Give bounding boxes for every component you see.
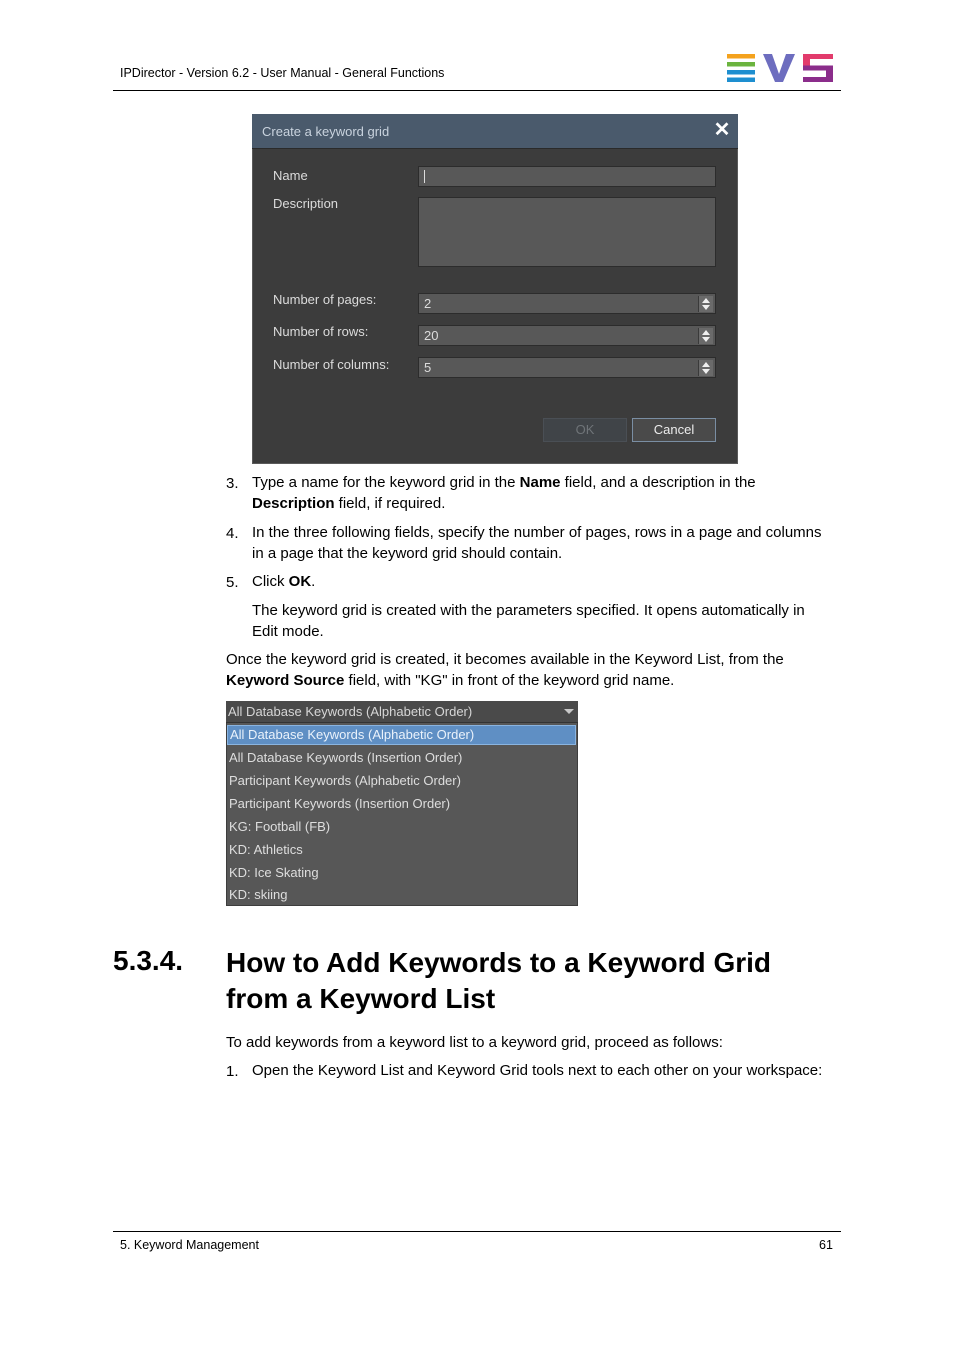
description-label: Description <box>273 196 339 211</box>
columns-spin-control[interactable] <box>698 360 713 376</box>
pages-spin-control[interactable] <box>698 296 713 312</box>
step-4-text <box>252 523 842 564</box>
columns-value: 5 <box>424 360 432 375</box>
columns-label: Number of columns: <box>273 357 390 372</box>
name-input[interactable] <box>418 166 716 187</box>
cancel-button[interactable]: Cancel <box>632 418 716 442</box>
section-title-line-2: from a Keyword List <box>226 983 496 1014</box>
ok-button[interactable]: OK <box>543 418 627 442</box>
name-field-ref: Name <box>519 474 561 491</box>
step-5-text <box>252 572 315 593</box>
pages-value: 2 <box>424 296 432 311</box>
spin-down-icon[interactable] <box>702 337 710 342</box>
ok-ref: OK <box>288 573 312 590</box>
header-rule <box>113 90 841 91</box>
keyword-source-dropdown[interactable] <box>226 701 578 906</box>
create-keyword-grid-dialog <box>252 114 738 464</box>
name-label: Name <box>273 168 308 183</box>
step-3-text-end: field, if required. <box>334 494 446 512</box>
description-input[interactable] <box>418 197 716 267</box>
dropdown-option[interactable]: Participant Keywords (Insertion Order) <box>229 796 451 811</box>
dropdown-option[interactable]: KD: Athletics <box>229 842 303 857</box>
header-title: IPDirector - Version 6.2 - User Manual - General Functions <box>120 66 445 80</box>
close-icon[interactable]: ✕ <box>713 119 731 141</box>
pages-label: Number of pages: <box>273 292 377 307</box>
step-5-result-line-1: The keyword grid is created with the parameters specified. It opens automatically in <box>252 602 805 619</box>
step-5-text-end: . <box>311 573 316 590</box>
step-5-text-start: Click <box>252 573 289 590</box>
dropdown-selected-value: All Database Keywords (Alphabetic Order) <box>228 704 473 719</box>
dialog-title: Create a keyword grid <box>262 124 390 139</box>
step-1-text: Open the Keyword List and Keyword Grid tools next to each other on your workspace: <box>252 1062 823 1079</box>
evs-logo <box>727 54 833 82</box>
text-caret <box>424 170 425 183</box>
spin-up-icon[interactable] <box>702 298 710 303</box>
section-intro: To add keywords from a keyword list to a keyword grid, proceed as follows: <box>226 1034 723 1051</box>
spin-up-icon[interactable] <box>702 330 710 335</box>
section-number: 5.3.4. <box>113 945 184 976</box>
step-4-line-1: In the three following fields, specify the number of pages, rows in a page and columns <box>252 524 822 541</box>
page-number: 61 <box>819 1238 833 1252</box>
dropdown-option[interactable]: KG: Football (FB) <box>229 819 331 834</box>
keyword-source-paragraph <box>226 650 841 691</box>
step-5-result <box>252 601 842 642</box>
paragraph-line-2: field, with "KG" in front of the keyword grid name. <box>344 671 675 689</box>
footer-chapter: 5. Keyword Management <box>120 1238 259 1252</box>
step-1-number: 1. <box>226 1063 239 1080</box>
footer-rule <box>113 1231 841 1232</box>
keyword-source-ref: Keyword Source <box>226 671 345 689</box>
dropdown-option[interactable]: KD: Ice Skating <box>229 865 319 880</box>
rows-value: 20 <box>424 328 439 343</box>
step-3-text-mid: field, and a description in the <box>560 474 756 491</box>
step-3-number: 3. <box>226 475 239 492</box>
step-5-number: 5. <box>226 574 239 591</box>
pages-stepper[interactable] <box>418 293 716 314</box>
dropdown-header[interactable] <box>226 701 578 723</box>
description-field-ref: Description <box>252 494 335 512</box>
paragraph-line-1: Once the keyword grid is created, it becomes available in the Keyword List, from the <box>226 651 784 668</box>
spin-down-icon[interactable] <box>702 305 710 310</box>
dropdown-option[interactable]: All Database Keywords (Insertion Order) <box>229 750 463 765</box>
dropdown-option[interactable]: Participant Keywords (Alphabetic Order) <box>229 773 461 788</box>
step-3-text <box>252 473 842 514</box>
rows-stepper[interactable] <box>418 325 716 346</box>
spin-up-icon[interactable] <box>702 362 710 367</box>
chevron-down-icon[interactable] <box>564 709 574 714</box>
columns-stepper[interactable] <box>418 357 716 378</box>
dropdown-option[interactable]: KD: skiing <box>229 887 288 902</box>
dialog-titlebar <box>252 114 738 149</box>
rows-label: Number of rows: <box>273 324 369 339</box>
step-3-text-start: Type a name for the keyword grid in the <box>252 474 520 491</box>
spin-down-icon[interactable] <box>702 369 710 374</box>
step-4-number: 4. <box>226 525 239 542</box>
section-title <box>226 945 826 1017</box>
section-title-line-1: How to Add Keywords to a Keyword Grid <box>226 947 772 978</box>
rows-spin-control[interactable] <box>698 328 713 344</box>
step-4-line-2: in a page that the keyword grid should contain. <box>252 544 563 562</box>
step-5-result-line-2: Edit mode. <box>252 622 324 640</box>
dropdown-option[interactable]: All Database Keywords (Alphabetic Order) <box>227 725 576 745</box>
